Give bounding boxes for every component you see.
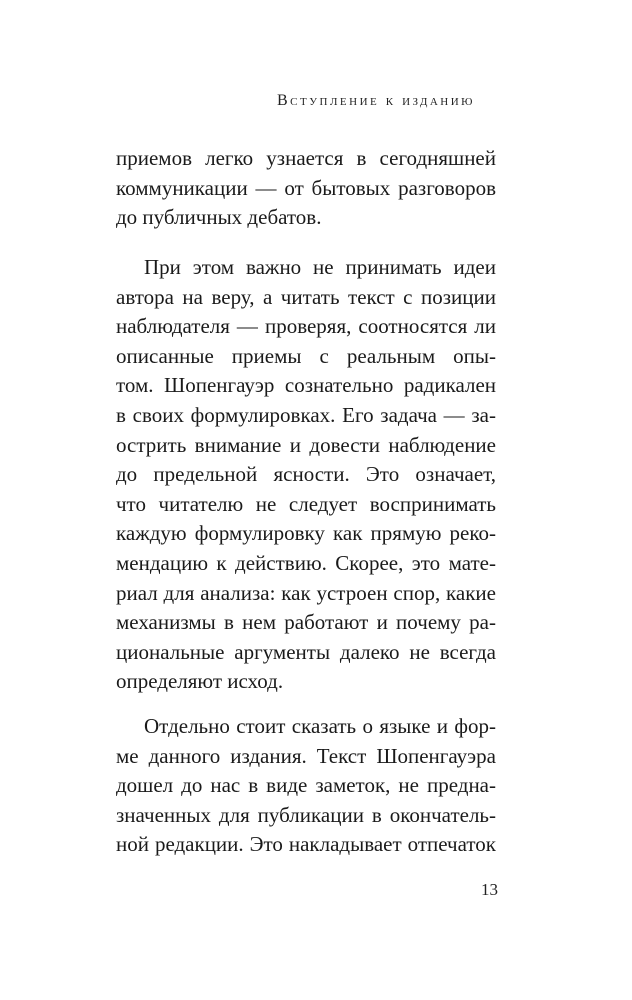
text-line: циональные аргументы далеко не всегда xyxy=(116,639,496,664)
text-line: Отдельно стоит сказать о языке и фор- xyxy=(144,714,496,738)
text-line: в своих формулировках. Его задача — за- xyxy=(116,402,496,427)
text-line: дошел до нас в виде заметок, не предна- xyxy=(116,773,496,798)
text-line: описанные приемы с реальным опы- xyxy=(116,343,496,368)
text-line: определяют исход. xyxy=(116,669,284,694)
text-line: что читателю не следует воспринимать xyxy=(116,491,496,516)
text-line: до предельной ясности. Это означает, xyxy=(116,462,496,487)
text-line: острить внимание и довести наблюдение xyxy=(116,432,496,457)
running-header: Вступление к изданию xyxy=(276,92,475,109)
text-line: приемов легко узнается в сегодняшней xyxy=(116,146,496,170)
text-line: наблюдателя — проверяя, соотносятся ли xyxy=(116,314,496,339)
text-line: том. Шопенгауэр сознательно радикален xyxy=(116,373,496,398)
text-line: каждую формулировку как прямую реко- xyxy=(116,521,496,546)
paragraph-1 xyxy=(116,144,496,233)
text-line: механизмы в нем работают и почему ра- xyxy=(116,610,496,635)
text-line: ме данного издания. Текст Шопенгауэра xyxy=(116,743,496,768)
paragraph-2 xyxy=(116,253,496,697)
text-line: автора на веру, а читать текст с позиции xyxy=(116,284,496,309)
text-line: мендацию к действию. Скорее, это мате- xyxy=(116,550,496,575)
paragraph-3 xyxy=(116,712,496,860)
text-line: до публичных дебатов. xyxy=(116,205,322,230)
text-line: коммуникации — от бытовых разговоров xyxy=(116,175,496,200)
page-number: 13 xyxy=(481,880,498,899)
text-line: При этом важно не принимать идеи xyxy=(144,255,496,279)
text-line: ной редакции. Это накладывает отпечаток xyxy=(116,832,496,857)
text-line: значенных для публикации в окончатель- xyxy=(116,802,496,827)
text-line: риал для анализа: как устроен спор, какие xyxy=(116,580,496,605)
